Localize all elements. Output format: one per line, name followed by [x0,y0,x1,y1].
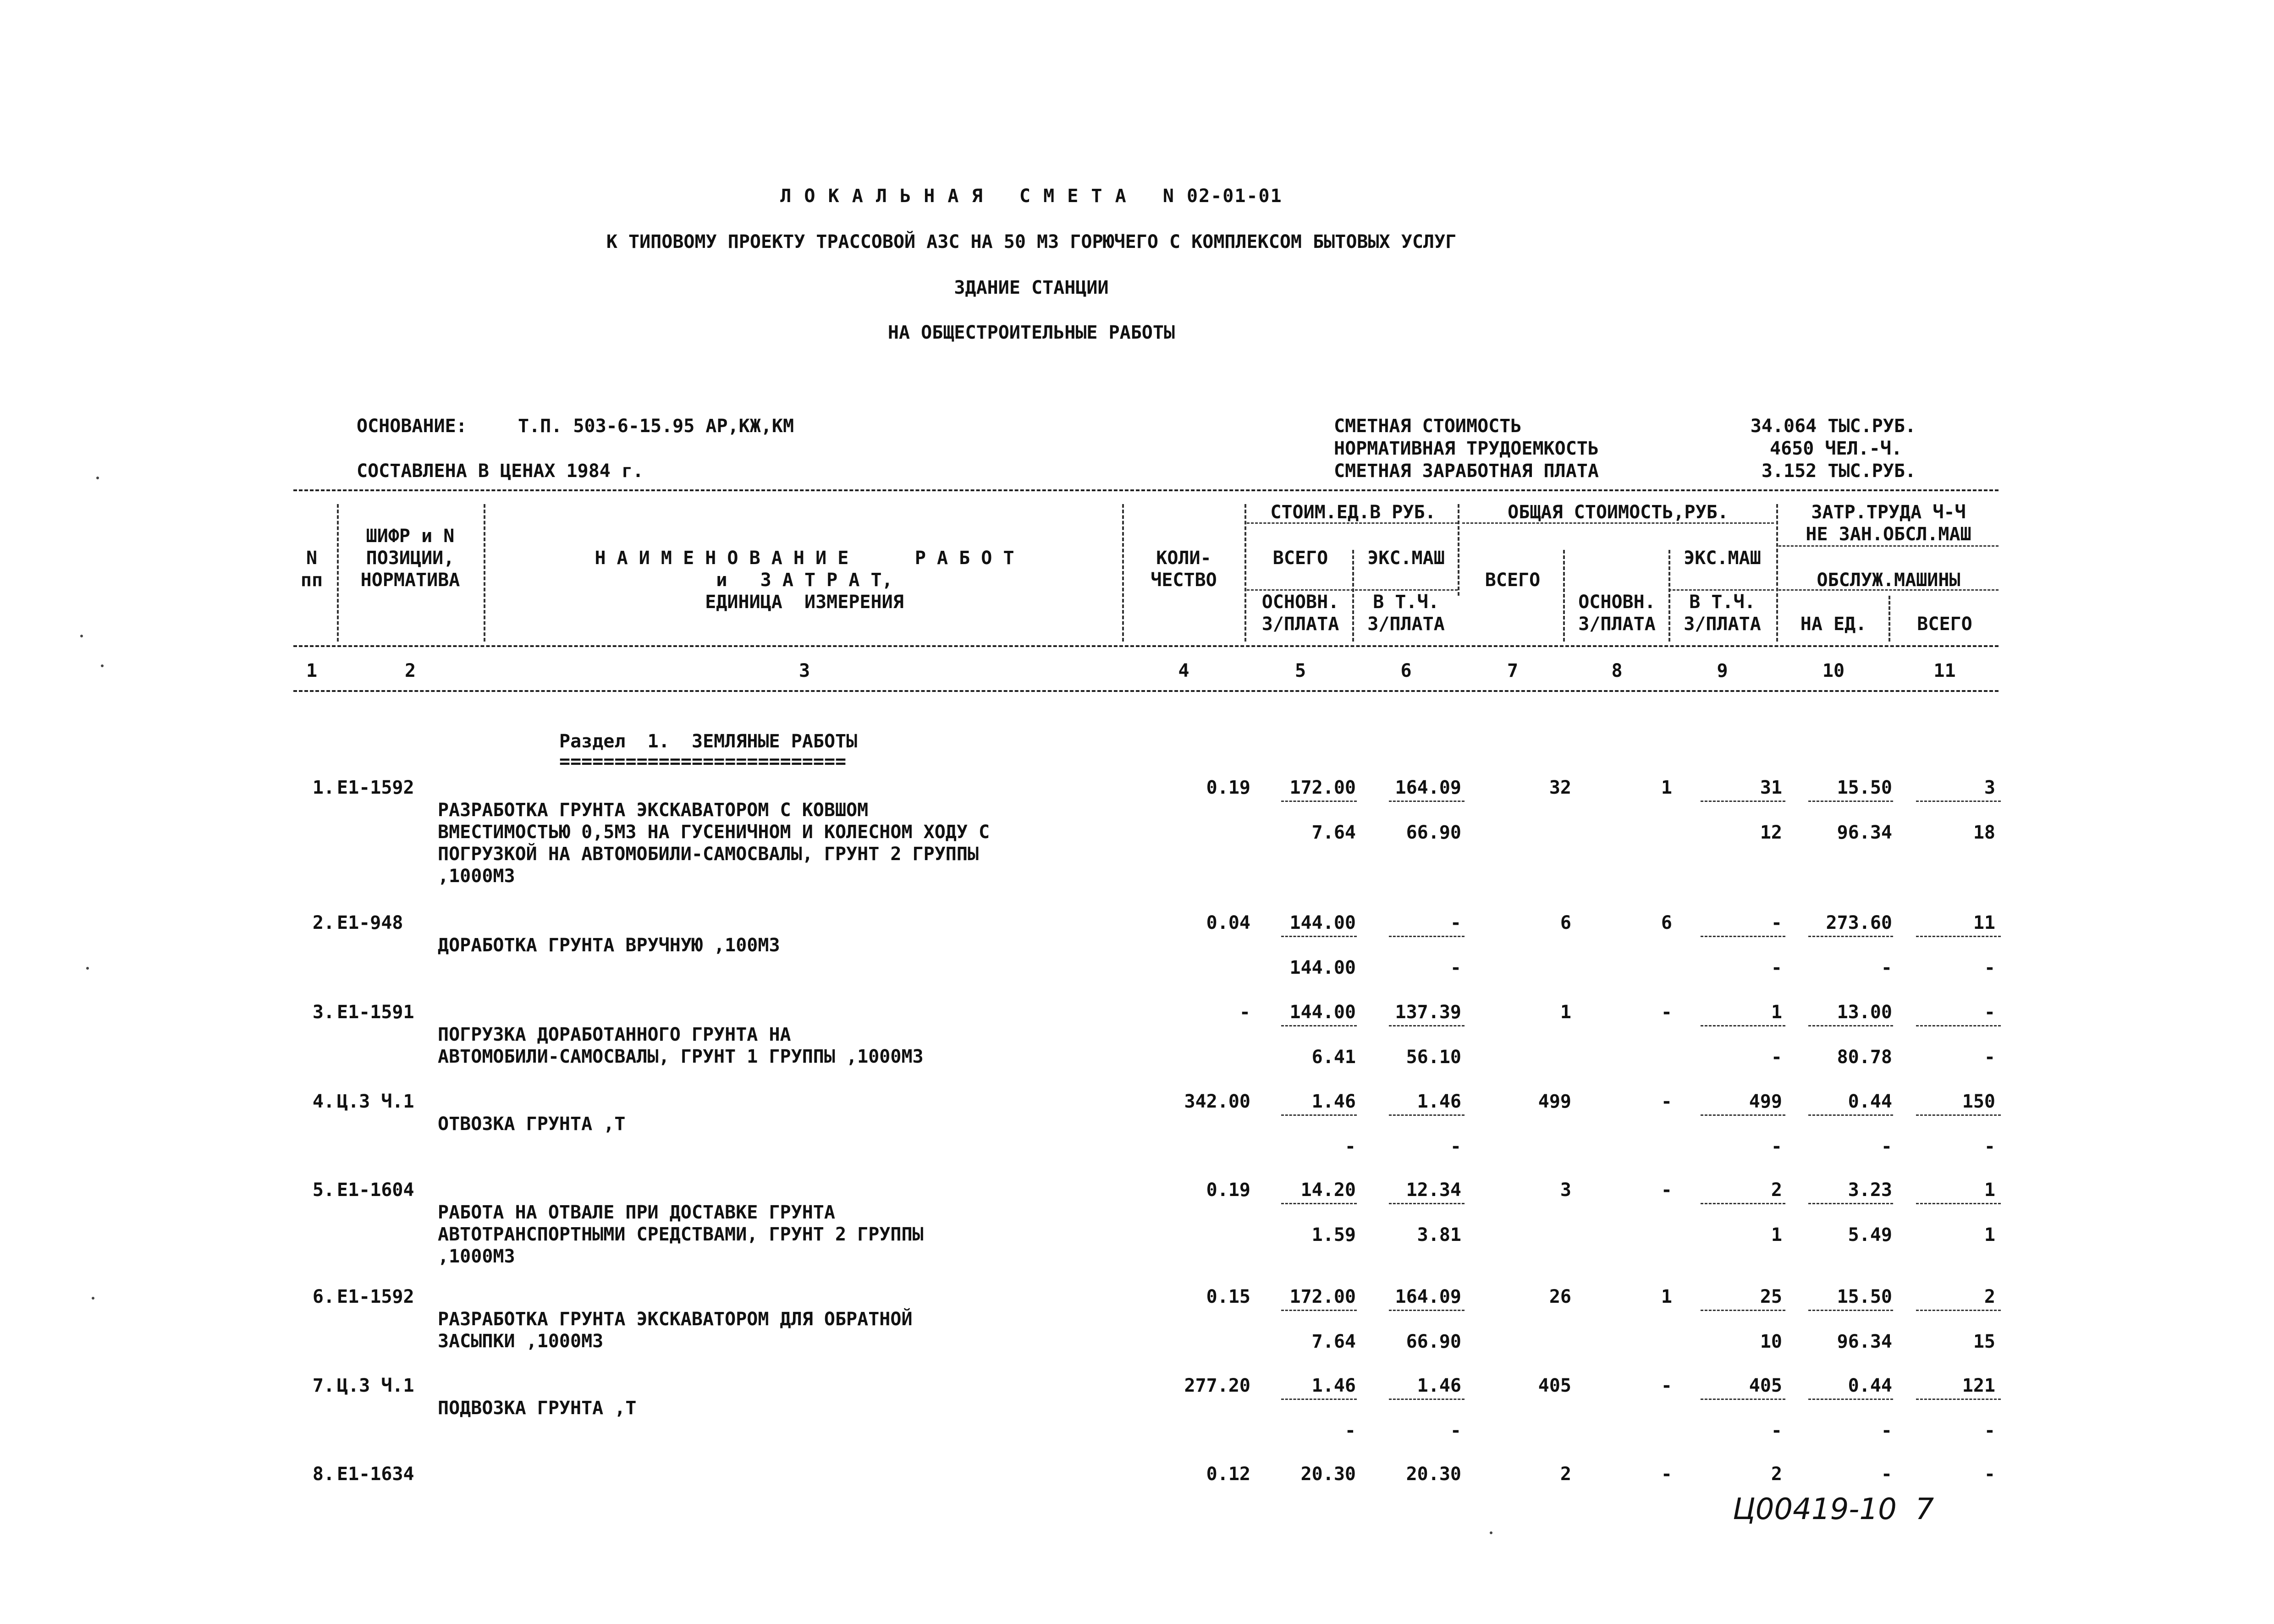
row-c7: 405 [1538,1375,1571,1396]
cell-separator-rule [1389,801,1465,802]
col-number: 7 [1507,660,1519,681]
col-sep [1889,596,1890,642]
cell-separator-rule [1701,1025,1785,1026]
row-c9: 499 [1749,1091,1782,1112]
row-c5: 14.20 [1300,1180,1356,1201]
row-name: ПОГРУЗКА ДОРАБОТАННОГО ГРУНТА НА АВТОМОБИЛИ-САМОСВАЛЫ, ГРУНТ 1 ГРУППЫ ,1000М3 [438,1024,924,1067]
col-sep [1122,504,1124,642]
row-c8: - [1661,1091,1672,1112]
labor-label: НОРМАТИВНАЯ ТРУДОЕМКОСТЬ [1334,438,1599,459]
row-c9: 31 [1760,777,1782,798]
row-c10-machines: 96.34 [1837,822,1892,843]
col-number: 3 [798,660,810,681]
scan-speck [92,1297,94,1300]
cell-separator-rule [1808,801,1893,802]
cell-separator-rule [1389,1025,1465,1026]
row-c9-wage: 12 [1760,822,1782,843]
col-number: 4 [1178,660,1189,681]
col-header-8: ОСНОВН. З/ПЛАТА [1578,592,1656,635]
row-c6: - [1450,912,1461,933]
col-sep [1244,504,1246,642]
row-c5-wage: - [1344,1420,1356,1441]
row-c10-machines: - [1881,1420,1892,1441]
section-title: Раздел 1. ЗЕМЛЯНЫЕ РАБОТЫ [559,731,858,752]
row-c10-machines: - [1881,1136,1892,1157]
cell-separator-rule [1701,1114,1785,1116]
row-c11: 1 [1984,1180,1995,1201]
col-header-7: ВСЕГО [1485,570,1541,591]
row-c10-machines: 96.34 [1837,1331,1892,1352]
row-c10: 3.23 [1848,1180,1892,1201]
cell-separator-rule [1281,1203,1357,1204]
cell-separator-rule [1281,1310,1357,1311]
row-code: Е1-1591 [337,1002,414,1023]
col-number: 8 [1611,660,1623,681]
row-c9: 25 [1760,1286,1782,1307]
col-sep [337,504,339,642]
handwritten-stamp: Ц00419-10 7 [1733,1492,1934,1526]
row-c6-wage: 56.10 [1406,1047,1461,1068]
row-quantity: 0.15 [1206,1286,1250,1307]
col-number: 11 [1933,660,1956,681]
cell-separator-rule [1281,1025,1357,1026]
row-number: 7. [312,1375,335,1396]
row-c10-machines: 5.49 [1848,1224,1892,1245]
cell-separator-rule [1916,1399,2001,1400]
scan-speck [101,664,104,667]
row-c11-machines: 15 [1973,1331,1995,1352]
row-quantity: 0.19 [1206,777,1250,798]
row-c10: 15.50 [1837,1286,1892,1307]
row-c5-wage: 1.59 [1311,1224,1356,1245]
row-c6-wage: 3.81 [1417,1224,1461,1245]
col-header-5: ВСЕГО ОСНОВН. З/ПЛАТА [1261,548,1339,635]
row-number: 1. [312,777,335,798]
row-c7: 6 [1560,912,1571,933]
scan-speck [1490,1531,1492,1534]
col-number: 2 [404,660,416,681]
row-c10-machines: - [1881,957,1892,978]
row-c9-wage: - [1771,957,1782,978]
row-c6-wage: 66.90 [1406,1331,1461,1352]
cost-label: СМЕТНАЯ СТОИМОСТЬ [1334,416,1522,437]
col-header-2: ШИФР и N ПОЗИЦИИ, НОРМАТИВА [360,526,460,591]
col-header-6: ЭКС.МАШ В Т.Ч. З/ПЛАТА [1367,548,1445,635]
row-c6: 164.09 [1395,1286,1461,1307]
cell-separator-rule [1281,1399,1357,1400]
cell-separator-rule [1808,1025,1893,1026]
row-c8: 1 [1661,777,1672,798]
scan-speck [86,967,89,970]
col-number: 1 [306,660,318,681]
cell-separator-rule [1916,1114,2001,1116]
row-c7: 26 [1549,1286,1571,1307]
col-header-9: ЭКС.МАШ В Т.Ч. З/ПЛАТА [1684,548,1761,635]
row-number: 4. [312,1091,335,1112]
wage-label: СМЕТНАЯ ЗАРАБОТНАЯ ПЛАТА [1334,461,1599,482]
cell-separator-rule [1281,936,1357,937]
row-c5: 1.46 [1311,1091,1356,1112]
row-c11: 11 [1973,912,1995,933]
col-group-total-cost: ОБЩАЯ СТОИМОСТЬ,РУБ. [1508,502,1729,523]
cell-separator-rule [1701,1310,1785,1311]
row-c9: - [1771,912,1782,933]
col-header-10: НА ЕД. [1800,614,1867,635]
cell-separator-rule [1701,1203,1785,1204]
row-c5: 20.30 [1300,1464,1356,1485]
wage-value: 3.152 ТЫС.РУБ. [1761,461,1916,482]
col-header-3: Н А И М Е Н О В А Н И Е Р А Б О Т и З А Т Р А Т, ЕДИНИЦА ИЗМЕРЕНИЯ [595,548,1014,613]
row-c11-machines: - [1984,1047,1995,1068]
row-c6: 1.46 [1417,1091,1461,1112]
row-c7: 32 [1549,777,1571,798]
col-number: 10 [1822,660,1845,681]
cell-separator-rule [1389,1114,1465,1116]
col-header-4: КОЛИ- ЧЕСТВО [1151,548,1217,591]
row-c6: 20.30 [1406,1464,1461,1485]
row-c9: 1 [1771,1002,1782,1023]
row-c11-machines: - [1984,957,1995,978]
col-sep [1668,550,1670,642]
row-c5: 172.00 [1289,777,1356,798]
row-name: РАБОТА НА ОТВАЛЕ ПРИ ДОСТАВКЕ ГРУНТА АВТОТРАНСПОРТНЫМИ СРЕДСТВАМИ, ГРУНТ 2 ГРУППЫ ,1000М3 [438,1202,924,1267]
row-code: Е1-1592 [337,777,414,798]
row-c11: 3 [1984,777,1995,798]
row-c9-wage: 1 [1771,1224,1782,1245]
col-number: 5 [1294,660,1306,681]
row-c6-wage: - [1450,957,1461,978]
cell-separator-rule [1808,1203,1893,1204]
works-type: НА ОБЩЕСТРОИТЕЛЬНЫЕ РАБОТЫ [887,322,1175,343]
row-c9: 2 [1771,1464,1782,1485]
row-quantity: 342.00 [1184,1091,1250,1112]
row-c6-wage: - [1450,1420,1461,1441]
col-group-labor-machines: ОБСЛУЖ.МАШИНЫ [1817,570,1960,591]
col-group-labor: ЗАТР.ТРУДА Ч-Ч НЕ ЗАН.ОБСЛ.МАШ [1806,502,1971,545]
row-c5-wage: 144.00 [1289,957,1356,978]
row-c9-wage: - [1771,1136,1782,1157]
document-subtitle: К ТИПОВОМУ ПРОЕКТУ ТРАССОВОЙ АЗС НА 50 М3 ГОРЮЧЕГО С КОМПЛЕКСОМ БЫТОВЫХ УСЛУГ [606,231,1457,252]
header-sub-rule-1011 [1778,545,1999,547]
row-c6: 1.46 [1417,1375,1461,1396]
scan-speck [80,635,83,637]
cell-separator-rule [1808,1310,1893,1311]
cell-separator-rule [1701,936,1785,937]
row-c7: 2 [1560,1464,1571,1485]
row-c8: - [1661,1180,1672,1201]
cell-separator-rule [1916,1203,2001,1204]
building-name: ЗДАНИЕ СТАНЦИИ [954,277,1109,298]
cell-separator-rule [1701,1399,1785,1400]
row-c9: 2 [1771,1180,1782,1201]
row-code: Е1-1634 [337,1464,414,1485]
col-group-unit-cost: СТОИМ.ЕД.В РУБ. [1270,502,1436,523]
numbers-bottom-rule [293,690,1999,692]
row-number: 2. [312,912,335,933]
row-c11: 121 [1962,1375,1995,1396]
header-top-rule [293,489,1999,491]
cell-separator-rule [1389,1310,1465,1311]
row-c7: 1 [1560,1002,1571,1023]
row-c10: 13.00 [1837,1002,1892,1023]
col-sep [484,504,485,642]
row-quantity: 277.20 [1184,1375,1250,1396]
row-c6: 137.39 [1395,1002,1461,1023]
row-c6: 164.09 [1395,777,1461,798]
row-code: Ц.3 Ч.1 [337,1091,414,1112]
row-c10: 15.50 [1837,777,1892,798]
row-c11-machines: 1 [1984,1224,1995,1245]
document-title: Л О К А Л Ь Н А Я С М Е Т А N 02-01-01 [780,186,1283,207]
cell-separator-rule [1808,1114,1893,1116]
row-name: РАЗРАБОТКА ГРУНТА ЭКСКАВАТОРОМ С КОВШОМ ВМЕСТИМОСТЬЮ 0,5М3 НА ГУСЕНИЧНОМ И КОЛЕСНОМ ХОДУ С ПОГРУЗКОЙ НА АВТОМОБИЛИ-САМОСВАЛЫ, ГРУНТ 2 ГРУППЫ ,1000М3 [438,800,990,887]
section-underline: ========================== [559,751,847,772]
prices-basis: СОСТАВЛЕНА В ЦЕНАХ 1984 г. [357,461,644,482]
header-bottom-rule [293,645,1999,647]
col-header-1: N пп [300,548,323,591]
row-c6-wage: 66.90 [1406,822,1461,843]
row-code: Е1-1592 [337,1286,414,1307]
basis-label: ОСНОВАНИЕ: [357,416,467,437]
row-c8: - [1661,1464,1672,1485]
row-c11-machines: 18 [1973,822,1995,843]
row-c8: 6 [1661,912,1672,933]
row-c11-machines: - [1984,1420,1995,1441]
row-name: ОТВОЗКА ГРУНТА ,Т [438,1114,626,1135]
row-c11-machines: - [1984,1136,1995,1157]
row-c8: - [1661,1375,1672,1396]
col-header-11: ВСЕГО [1917,614,1972,635]
row-c11: - [1984,1464,1995,1485]
col-sep [1563,550,1565,642]
row-c6: 12.34 [1406,1180,1461,1201]
row-c9: 405 [1749,1375,1782,1396]
row-quantity: - [1239,1002,1250,1023]
row-c11: 2 [1984,1286,1995,1307]
row-c9-wage: - [1771,1420,1782,1441]
row-c6-wage: - [1450,1136,1461,1157]
row-c5: 172.00 [1289,1286,1356,1307]
cell-separator-rule [1916,1025,2001,1026]
row-quantity: 0.19 [1206,1180,1250,1201]
row-c7: 499 [1538,1091,1571,1112]
cell-separator-rule [1808,936,1893,937]
cell-separator-rule [1389,936,1465,937]
col-sep [1776,504,1778,642]
row-name: РАЗРАБОТКА ГРУНТА ЭКСКАВАТОРОМ ДЛЯ ОБРАТНОЙ ЗАСЫПКИ ,1000М3 [438,1309,913,1352]
row-c7: 3 [1560,1180,1571,1201]
cost-value: 34.064 ТЫС.РУБ. [1750,416,1916,437]
cell-separator-rule [1281,1114,1357,1116]
row-code: Е1-948 [337,912,403,933]
scan-speck [96,477,99,479]
row-c9-wage: 10 [1760,1331,1782,1352]
row-number: 3. [312,1002,335,1023]
row-quantity: 0.12 [1206,1464,1250,1485]
row-c10: 0.44 [1848,1091,1892,1112]
row-number: 5. [312,1180,335,1201]
row-number: 8. [312,1464,335,1485]
row-quantity: 0.04 [1206,912,1250,933]
row-c8: - [1661,1002,1672,1023]
row-c5: 144.00 [1289,1002,1356,1023]
cell-separator-rule [1916,1310,2001,1311]
col-number: 6 [1400,660,1412,681]
row-c8: 1 [1661,1286,1672,1307]
row-name: ПОДВОЗКА ГРУНТА ,Т [438,1398,637,1419]
row-code: Ц.3 Ч.1 [337,1375,414,1396]
row-c5-wage: - [1344,1136,1356,1157]
cell-separator-rule [1808,1399,1893,1400]
row-c5-wage: 6.41 [1311,1047,1356,1068]
row-name: ДОРАБОТКА ГРУНТА ВРУЧНУЮ ,100М3 [438,935,780,956]
cell-separator-rule [1916,801,2001,802]
cell-separator-rule [1389,1203,1465,1204]
row-c10-machines: 80.78 [1837,1047,1892,1068]
row-c10: 0.44 [1848,1375,1892,1396]
row-c11: 150 [1962,1091,1995,1112]
col-number: 9 [1717,660,1728,681]
labor-value: 4650 ЧЕЛ.-Ч. [1770,438,1902,459]
row-c11: - [1984,1002,1995,1023]
cell-separator-rule [1916,936,2001,937]
row-c5-wage: 7.64 [1311,822,1356,843]
cell-separator-rule [1281,801,1357,802]
row-c5-wage: 7.64 [1311,1331,1356,1352]
row-number: 6. [312,1286,335,1307]
row-c10: - [1881,1464,1892,1485]
cell-separator-rule [1389,1399,1465,1400]
row-c9-wage: - [1771,1047,1782,1068]
row-c5: 1.46 [1311,1375,1356,1396]
row-c5: 144.00 [1289,912,1356,933]
row-c10: 273.60 [1826,912,1892,933]
row-code: Е1-1604 [337,1180,414,1201]
basis-value: Т.П. 503-6-15.95 АР,КЖ,КМ [518,416,794,437]
cell-separator-rule [1701,801,1785,802]
